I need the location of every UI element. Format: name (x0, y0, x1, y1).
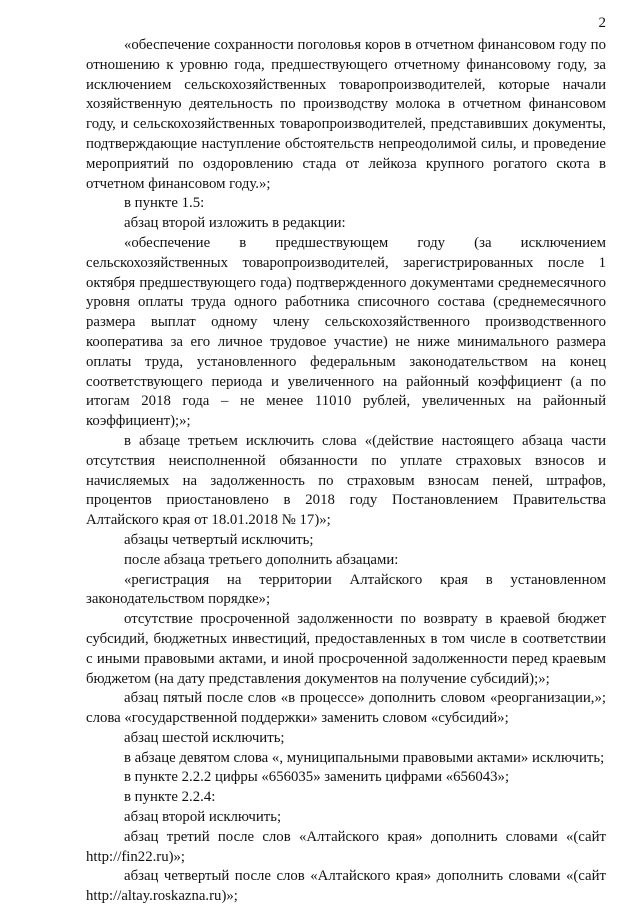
paragraph-11: абзац шестой исключить; (124, 729, 285, 746)
paragraph-5: в абзаце третьем исключить слова «(действие настоящего абзаца части отсутствия неисполненной обязанности по уплате страховых взносов и начисляемых на задолженность по страховым взносам пеней, штрафов, процентов приостановлено в 2018 году Постановлением Правительства Алтайского края от 18.01.2018 № 17)»; (86, 432, 606, 529)
paragraph-1: «обеспечение сохранности поголовья коров в отчетном финансовом году по отношению к уровню года, предшествующего отчетному финансовому году, за исключением сельскохозяйственных товаропроизводителей, которые начали хозяйственную деятельность по производству молока в отчетном финансовом году, и сельскохозяйственных товаропроизводителей, представивших документы, подтверждающие наступление обстоятельств непреодолимой силы, и проведение мероприятий по оздоровлению стада от лейкоза крупного рогатого скота в отчетном финансовом году.»; (86, 37, 606, 192)
paragraph-14: в пункте 2.2.4: (124, 789, 216, 806)
paragraph-9: отсутствие просроченной задолженности по возврату в краевой бюджет субсидий, бюджетных инвестиций, предоставленных в том числе в соответствии с иными правовыми актами, и иной просроченной задолженности перед краевым бюджетом (на дату представления документов на получение субсидий);»; (86, 611, 606, 687)
paragraph-15: абзац второй исключить; (124, 809, 282, 826)
paragraph-8: «регистрация на территории Алтайского края в установленном законодательством порядке»; (86, 571, 606, 608)
paragraph-10: абзац пятый после слов «в процессе» дополнить словом «реорганизации,»; слова «государственной поддержки» заменить словом «субсидий»; (86, 690, 606, 727)
page-number: 2 (598, 15, 606, 31)
paragraph-13: в пункте 2.2.2 цифры «656035» заменить цифрами «656043»; (124, 769, 510, 786)
paragraph-3: абзац второй изложить в редакции: (124, 215, 346, 232)
paragraph-16: абзац третий после слов «Алтайского края» дополнить словами «(сайт http://fin22.ru)»; (86, 828, 606, 865)
document-body (86, 36, 606, 907)
paragraph-7: после абзаца третьего дополнить абзацами: (124, 551, 399, 568)
paragraph-17: абзац четвертый после слов «Алтайского края» дополнить словами «(сайт http://altay.roskazna.ru)»; (86, 868, 606, 905)
paragraph-4: «обеспечение в предшествующем году (за исключением сельскохозяйственных товаропроизводителей, зарегистрированных после 1 октября предшествующего года) подтвержденного документами среднемесячного уровня оплаты труда одного работника списочного состава (среднемесячного размера выплат одному члену сельскохозяйственного производственного кооператива за его личное трудовое участие) не ниже минимального размера оплаты труда, установленного федеральным законодательством на конец соответствующего периода и увеличенного на районный коэффициент (а по итогам 2018 года – не менее 11010 рублей, увеличенных на районный коэффициент);»; (86, 234, 606, 430)
paragraph-12: в абзаце девятом слова «, муниципальными правовыми актами» исключить; (124, 749, 605, 766)
paragraph-6: абзацы четвертый исключить; (124, 531, 314, 548)
paragraph-2: в пункте 1.5: (124, 195, 205, 212)
